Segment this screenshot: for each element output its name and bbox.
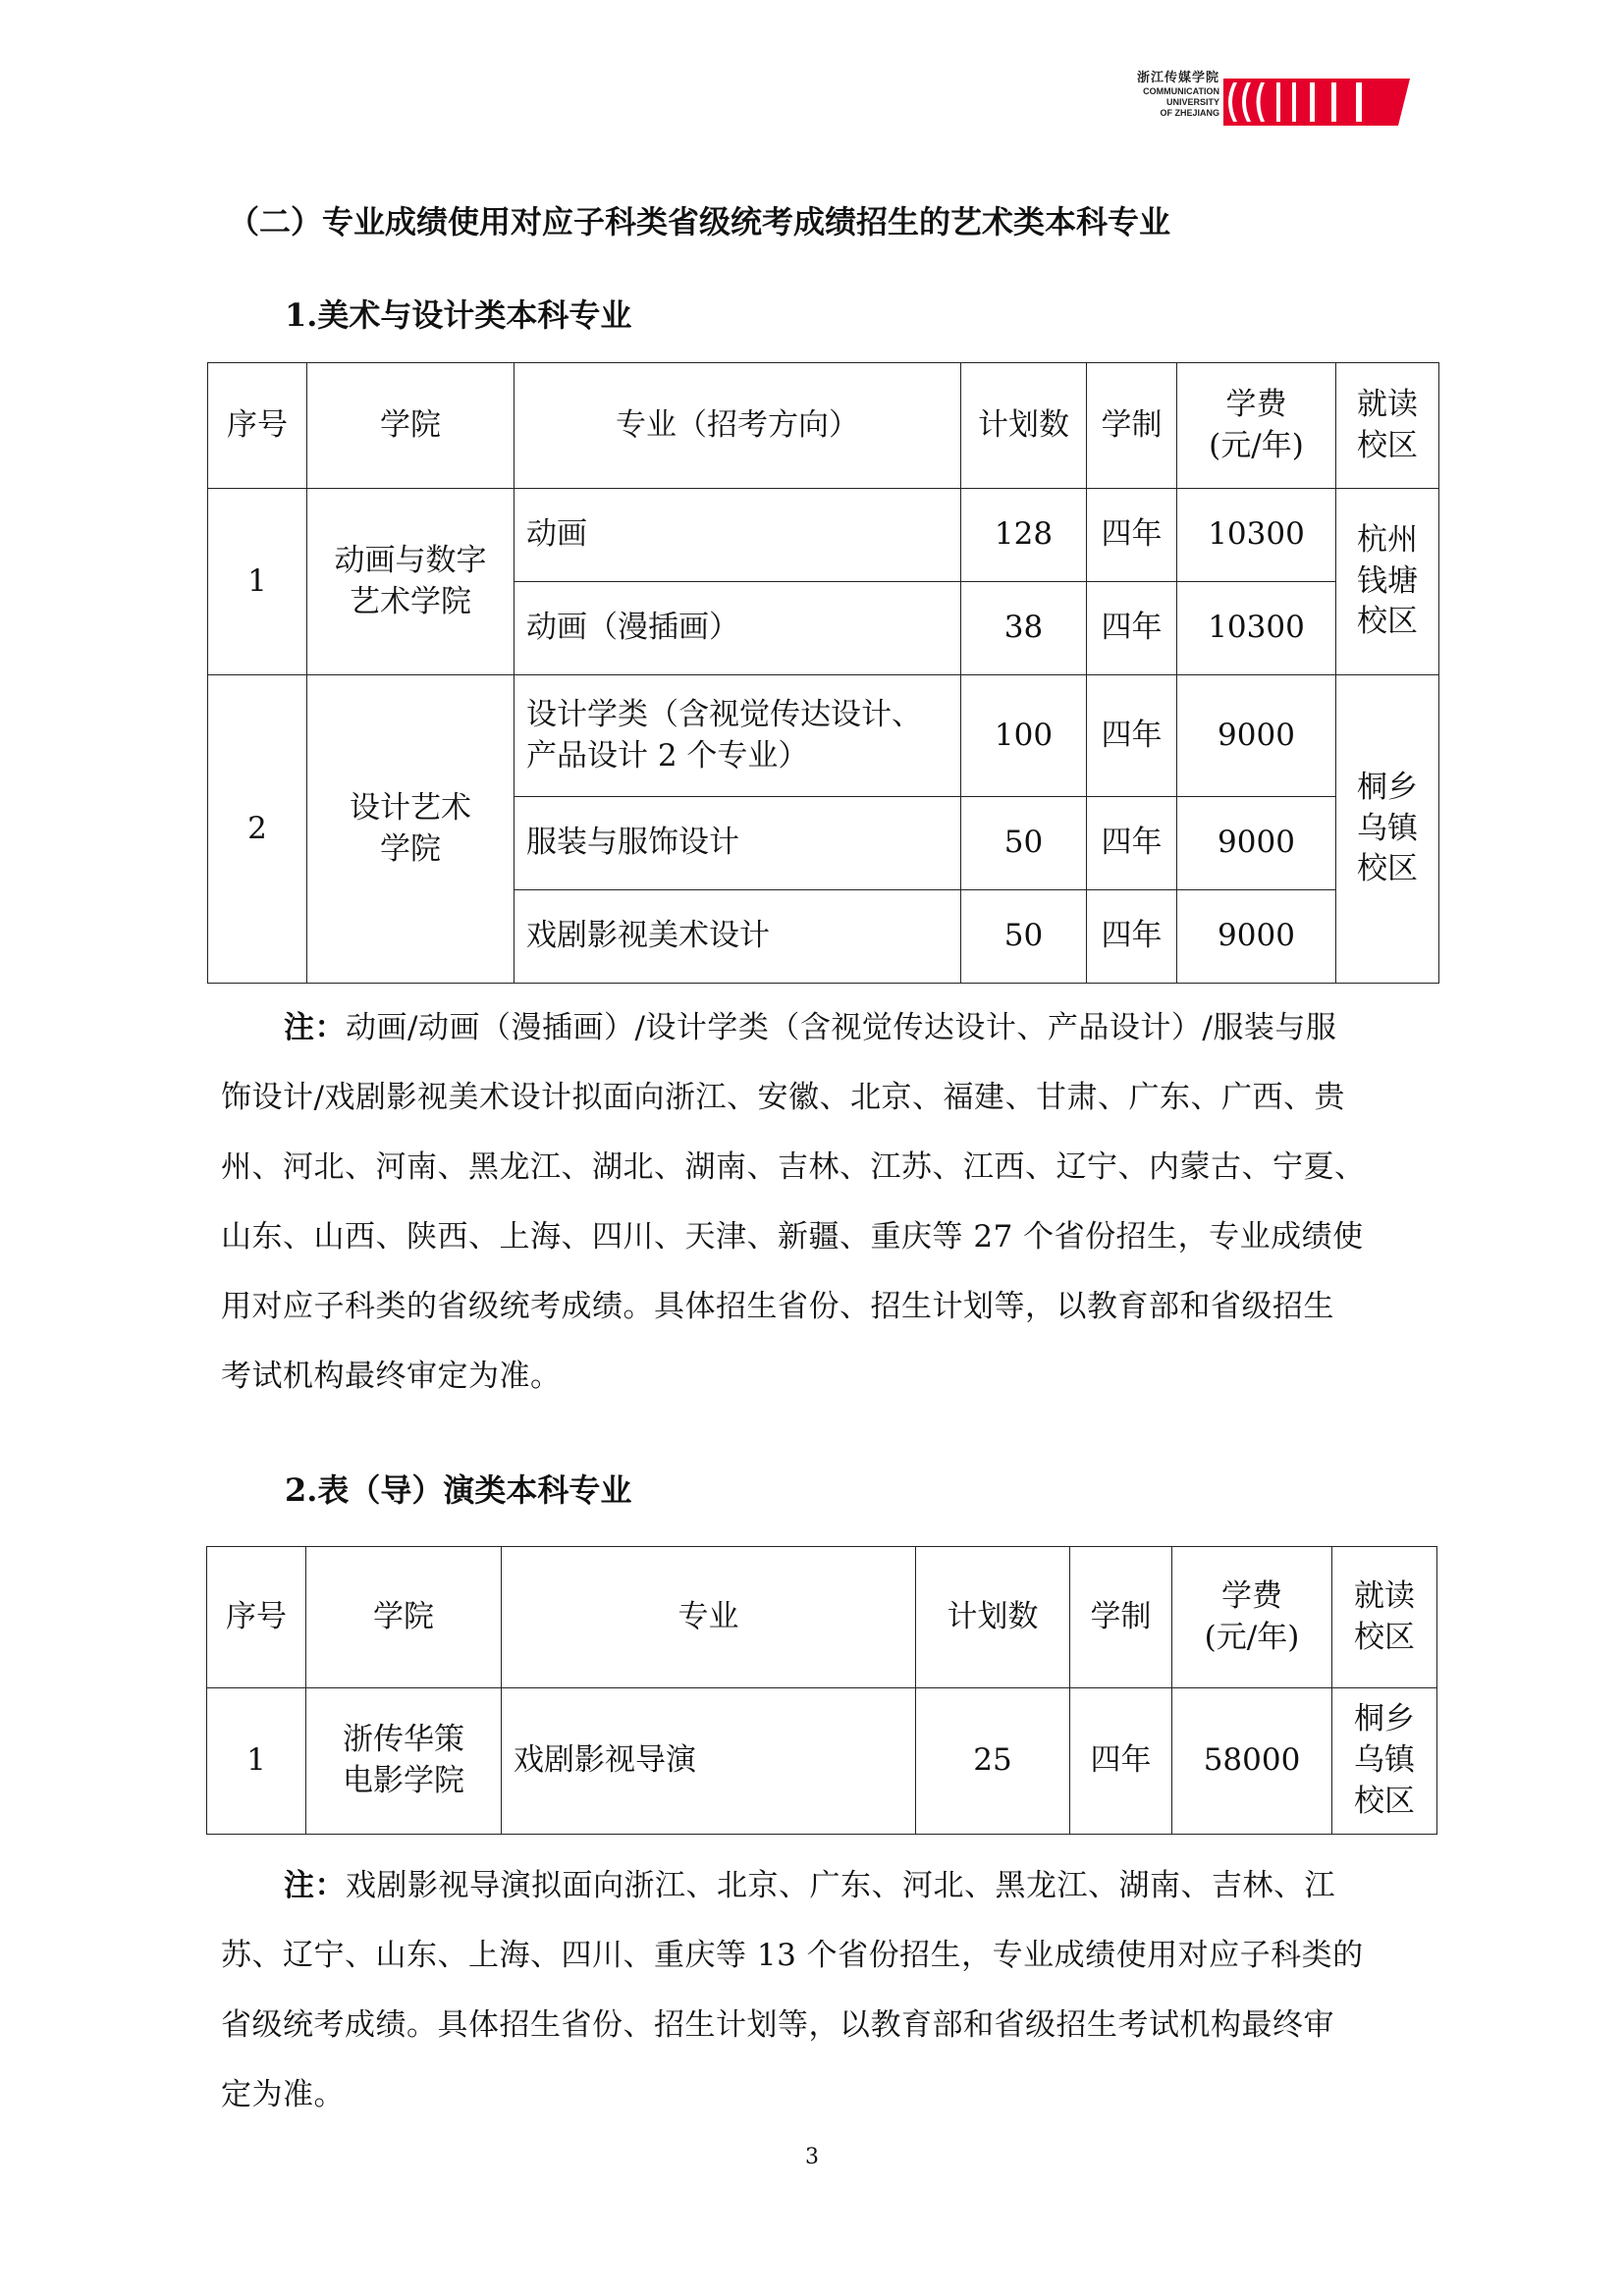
logo-en-3: OF ZHEJIANG bbox=[1160, 108, 1219, 118]
header-major: 专业 bbox=[502, 1547, 916, 1688]
college-line2: 艺术学院 bbox=[350, 583, 471, 619]
header-fee bbox=[1172, 1547, 1332, 1688]
table-row bbox=[207, 1688, 1437, 1835]
college-line1: 浙传华策 bbox=[343, 1722, 464, 1758]
note-line bbox=[221, 993, 1419, 1063]
directing-table bbox=[206, 1546, 1437, 1835]
campus-line3: 校区 bbox=[1357, 851, 1418, 887]
row-duration: 四年 bbox=[1087, 797, 1177, 890]
header-fee bbox=[1177, 363, 1336, 489]
row-major: 服装与服饰设计 bbox=[514, 797, 961, 890]
row-duration: 四年 bbox=[1087, 675, 1177, 797]
header-campus-line2: 校区 bbox=[1357, 427, 1418, 463]
part2-note bbox=[221, 1851, 1419, 2130]
row-college bbox=[307, 489, 514, 675]
header-campus bbox=[1336, 363, 1439, 489]
header-index: 序号 bbox=[207, 1547, 306, 1688]
page-number: 3 bbox=[805, 2145, 819, 2169]
art-design-table bbox=[207, 362, 1439, 984]
row-fee: 9000 bbox=[1177, 675, 1336, 797]
row-fee: 58000 bbox=[1172, 1688, 1332, 1835]
row-major: 戏剧影视导演 bbox=[502, 1688, 916, 1835]
logo-en-2: UNIVERSITY bbox=[1165, 97, 1219, 107]
table-row bbox=[208, 675, 1439, 797]
college-line1: 设计艺术 bbox=[350, 789, 471, 826]
row-duration: 四年 bbox=[1087, 890, 1177, 984]
header-major: 专业（招考方向） bbox=[514, 363, 961, 489]
header-plan: 计划数 bbox=[916, 1547, 1070, 1688]
note-line: 省级统考成绩。具体招生省份、招生计划等，以教育部和省级招生考试机构最终审 bbox=[221, 2007, 1334, 2043]
row-plan: 38 bbox=[961, 582, 1087, 675]
row-plan: 50 bbox=[961, 890, 1087, 984]
row-fee: 10300 bbox=[1177, 582, 1336, 675]
table-header-row bbox=[208, 363, 1439, 489]
note-line: 山东、山西、陕西、上海、四川、天津、新疆、重庆等 27 个省份招生，专业成绩使 bbox=[221, 1219, 1364, 1255]
campus-line2: 乌镇 bbox=[1357, 810, 1418, 846]
header-campus-line1: 就读 bbox=[1357, 386, 1418, 422]
campus-line3: 校区 bbox=[1354, 1783, 1415, 1819]
college-line2: 学院 bbox=[380, 830, 441, 867]
part1-note bbox=[221, 993, 1419, 1412]
row-fee: 10300 bbox=[1177, 489, 1336, 582]
table-row bbox=[208, 489, 1439, 582]
row-plan: 25 bbox=[916, 1688, 1070, 1835]
campus-line1: 桐乡 bbox=[1357, 769, 1418, 805]
row-index: 1 bbox=[207, 1688, 306, 1835]
header-fee-line2: (元/年) bbox=[1209, 427, 1304, 463]
row-index: 1 bbox=[208, 489, 307, 675]
header-college: 学院 bbox=[307, 363, 514, 489]
note-text: 动画/动画（漫插画）/设计学类（含视觉传达设计、产品设计）/服装与服 bbox=[346, 1010, 1337, 1045]
header-fee-line1: 学费 bbox=[1225, 386, 1287, 422]
section-title: （二）专业成绩使用对应子科类省级统考成绩招生的艺术类本科专业 bbox=[228, 203, 1171, 240]
logo-text bbox=[1121, 73, 1219, 119]
note-line: 定为准。 bbox=[221, 2077, 345, 2112]
row-plan: 50 bbox=[961, 797, 1087, 890]
campus-line2: 乌镇 bbox=[1354, 1742, 1415, 1779]
logo-mark-icon bbox=[1223, 75, 1412, 130]
note-label: 注： bbox=[284, 1868, 346, 1903]
note-line: 用对应子科类的省级统考成绩。具体招生省份、招生计划等，以教育部和省级招生 bbox=[221, 1289, 1334, 1324]
note-line: 饰设计/戏剧影视美术设计拟面向浙江、安徽、北京、福建、甘肃、广东、广西、贵 bbox=[221, 1080, 1345, 1115]
logo-cn: 浙江传媒学院 bbox=[1136, 71, 1219, 85]
major-line2: 产品设计 2 个专业） bbox=[526, 737, 809, 774]
row-major: 戏剧影视美术设计 bbox=[514, 890, 961, 984]
header-index: 序号 bbox=[208, 363, 307, 489]
header-campus bbox=[1332, 1547, 1437, 1688]
row-duration: 四年 bbox=[1087, 489, 1177, 582]
part2-title: 2.表（导）演类本科专业 bbox=[285, 1471, 632, 1509]
header-duration: 学制 bbox=[1070, 1547, 1172, 1688]
note-text: 戏剧影视导演拟面向浙江、北京、广东、河北、黑龙江、湖南、吉林、江 bbox=[346, 1868, 1335, 1903]
header-campus-line1: 就读 bbox=[1354, 1577, 1415, 1614]
university-logo bbox=[1121, 73, 1416, 141]
header-plan: 计划数 bbox=[961, 363, 1087, 489]
college-line1: 动画与数字 bbox=[334, 542, 487, 578]
college-line2: 电影学院 bbox=[343, 1763, 464, 1798]
row-campus bbox=[1336, 489, 1439, 675]
note-label: 注： bbox=[284, 1010, 346, 1045]
logo-en-1: COMMUNICATION bbox=[1143, 86, 1219, 96]
row-duration: 四年 bbox=[1070, 1688, 1172, 1835]
campus-line3: 校区 bbox=[1357, 604, 1418, 640]
header-campus-line2: 校区 bbox=[1354, 1619, 1415, 1655]
row-college bbox=[307, 675, 514, 984]
campus-line1: 桐乡 bbox=[1354, 1701, 1415, 1737]
row-major: 动画 bbox=[514, 489, 961, 582]
campus-line2: 钱塘 bbox=[1357, 562, 1418, 599]
row-plan: 100 bbox=[961, 675, 1087, 797]
part1-title: 1.美术与设计类本科专业 bbox=[285, 296, 632, 334]
note-line: 苏、辽宁、山东、上海、四川、重庆等 13 个省份招生，专业成绩使用对应子科类的 bbox=[221, 1938, 1364, 1973]
major-line1: 设计学类（含视觉传达设计、 bbox=[526, 696, 922, 732]
row-campus bbox=[1336, 675, 1439, 984]
table-header-row bbox=[207, 1547, 1437, 1688]
row-plan: 128 bbox=[961, 489, 1087, 582]
header-fee-line1: 学费 bbox=[1221, 1577, 1282, 1614]
row-duration: 四年 bbox=[1087, 582, 1177, 675]
row-major: 动画（漫插画） bbox=[514, 582, 961, 675]
note-line: 州、河北、河南、黑龙江、湖北、湖南、吉林、江苏、江西、辽宁、内蒙古、宁夏、 bbox=[221, 1149, 1366, 1185]
row-fee: 9000 bbox=[1177, 890, 1336, 984]
row-college bbox=[306, 1688, 502, 1835]
header-college: 学院 bbox=[306, 1547, 502, 1688]
row-major bbox=[514, 675, 961, 797]
campus-line1: 杭州 bbox=[1357, 521, 1418, 558]
header-duration: 学制 bbox=[1087, 363, 1177, 489]
header-fee-line2: (元/年) bbox=[1204, 1619, 1300, 1655]
row-campus bbox=[1332, 1688, 1437, 1835]
row-index: 2 bbox=[208, 675, 307, 984]
row-fee: 9000 bbox=[1177, 797, 1336, 890]
note-line: 考试机构最终审定为准。 bbox=[221, 1359, 562, 1394]
note-line bbox=[221, 1851, 1419, 1921]
